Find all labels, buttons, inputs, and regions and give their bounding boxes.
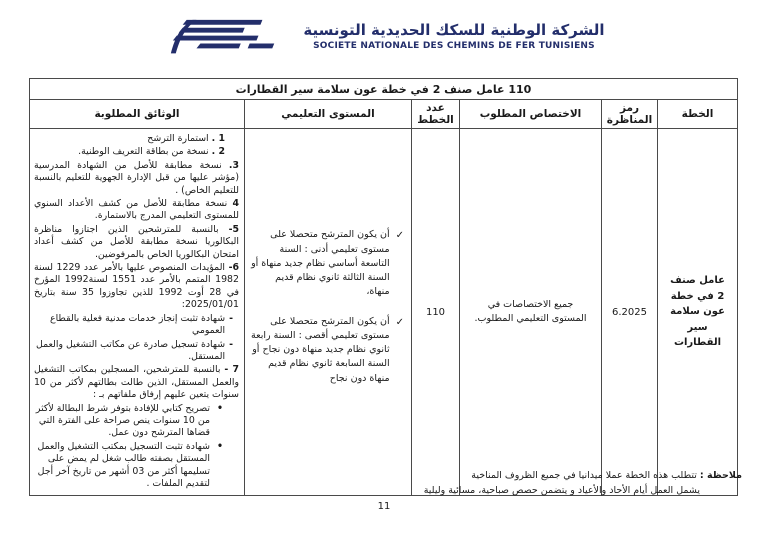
document-item-marker: - [229,338,233,350]
position-cell: عامل صنف 2 في خطة عون سلامة سير القطارات [658,129,738,496]
document-item-text: نسخة مطابقة للأصل من كشف الأعداد السنوي للمستوى التعليمي المدرج بالاستمارة. [33,198,239,222]
document-item-text: بالنسبة للمترشحين، المسجلين بمكاتب التشغيل والعمل المستقل، الذين طالت بطالتهم لأكثر من 10 سنوات يتعين عليهم إرفاق ملفاتهم بـ : [33,364,239,401]
document-item [34,403,239,440]
document-item-marker: • [217,402,223,414]
column-header-positions-count: عدد الخطط [412,100,460,129]
document-item [34,339,239,364]
column-header-specialization: الاختصاص المطلوب [460,100,602,129]
document-item-text: استمارة الترشح [147,133,209,144]
document-item-marker: 3. [228,159,239,171]
checkmark-icon: ✓ [395,230,404,242]
document-item [34,133,239,145]
table-title-row [29,79,737,100]
document-item-marker: 1 . [211,133,225,144]
competition-code-cell: 6.2025 [602,129,658,496]
column-header-education-level: المستوى التعليمي [245,100,412,129]
column-header-position: الخطة [658,100,738,129]
document-item-marker: 2 . [211,146,225,158]
document-item-text: تصريح كتابي للإفادة بتوفر شرط البطالة لأكثر من 10 سنوات ينص صراحة على الفترة التي قضاها المترشح دون عمل. [35,402,210,439]
document-item-marker: • [217,440,223,452]
footnote-line-1 [26,469,742,484]
document-item-text: شهادة تسجيل صادرة عن مكاتب التشغيل والعمل المستقل. [35,338,226,362]
footnote [26,469,742,498]
education-requirement [250,315,404,386]
table-row [29,129,737,496]
required-documents-cell [29,129,244,496]
education-requirement-text: أن يكون المترشح متحصلا على مستوى تعليمي أقصى : السنة رابعة ثانوي نظام جديد منهاة دون نجاح أو السنة السابعة ثانوي نظام قديم منهاة دون نجاح [251,315,390,384]
document-item-marker: 5- [228,223,240,235]
document-item-marker: 7 - [224,364,240,376]
document-item-text: شهادة تثبت إنجاز خدمات مدنية فعلية بالقطاع العمومي [49,312,226,337]
note-text-1: تتطلب هذه الخطة عملا ميدانيا في جميع الظروف المناخية [471,470,697,481]
vacancy-table [29,78,738,496]
document-item [34,224,239,261]
company-header [0,8,768,64]
page-number: 11 [377,501,391,512]
document-item [34,262,239,312]
column-header-competition-code: رمز المناظرة [602,100,658,129]
document-item-text: المؤيدات المنصوص عليها بالأمر عدد 1229 لسنة 1982 المتمم بالأمر عدد 1551 لسنة1992 المؤرخ في 28 أوت 1992 للذين تجاوزوا 35 سنة بتاريخ 2025/01/01: [33,262,239,311]
footnote-line-2: يشمل العمل أيام الأحاد والأعياد و يتضمن حصص صباحية، مسائية وليلية [423,484,700,496]
document-item-marker: 6- [228,262,239,274]
education-requirement [250,228,404,299]
specialization-cell: جميع الاختصاصات في المستوى التعليمي المطلوب. [460,129,602,496]
document-item-text: نسخة مطابقة للأصل من الشهادة المدرسية (مؤشر عليها من قبل الإدارة الجهوية للتعليم بالنسبة للتعليم الخاص) . [33,159,239,196]
note-label: ملاحظة : [699,470,742,481]
document-item-text: بالنسبة للمترشحين الذين اجتازوا مناظرة البكالوريا نسخة مطابقة للأصل من كشف أعداد امتحان البكالوريا الخاص بالمرفوضين. [33,223,239,260]
positions-count-cell: 110 [412,129,460,496]
document-item-marker: - [229,312,233,324]
company-name-french: SOCIETE NATIONALE DES CHEMINS DE FER TUNISIENS [313,41,595,51]
education-requirement-text: أن يكون المترشح متحصلا على مستوى تعليمي أدنى : السنة التاسعة أساسي نظام جديد منهاة أو السنة الثالثة ثانوي نظام قديم منهاة، [251,229,390,298]
document-item-text: نسخة من بطاقة التعريف الوطنية. [78,146,209,158]
company-name-arabic: الشركة الوطنية للسكك الحديدية التونسية [303,21,605,39]
document-item [34,146,239,158]
document-item [34,364,239,401]
sncft-logo-icon [163,11,291,61]
document-item-text: شهادة تثبت التسجيل بمكتب التشغيل والعمل المستقل بصفته طالب شغل لم يمض على تسليمها أكثر من 03 أشهر من تاريخ آخر أجل لتقديم الملفات . [37,440,210,489]
document-item-marker: 4 [232,198,239,210]
document-item [34,198,239,223]
document-item [34,313,239,338]
column-header-required-documents: الوثائق المطلوبة [29,100,244,129]
checkmark-icon: ✓ [395,316,404,328]
company-names [303,21,604,51]
table-header-row [29,100,737,129]
education-level-cell [245,129,412,496]
table-title: 110 عامل صنف 2 في خطة عون سلامة سير القطارات [29,79,737,100]
document-item [34,160,239,197]
